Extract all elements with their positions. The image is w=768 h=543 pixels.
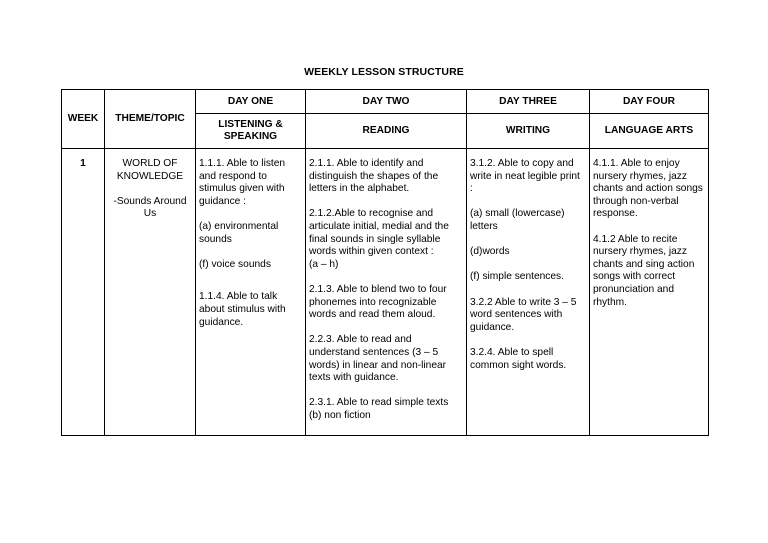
- objective-item: 3.2.4. Able to spell common sight words.: [470, 346, 567, 371]
- header-skill-listening-speaking: [196, 114, 306, 149]
- header-day-four: DAY FOUR: [590, 90, 709, 114]
- week-cell: [62, 149, 105, 436]
- page-title: WEEKLY LESSON STRUCTURE: [304, 66, 464, 78]
- header-day-three: DAY THREE: [467, 90, 590, 114]
- objective-item: 2.2.3. Able to read and understand sentences (3 – 5 words) in linear and non-linear texts with guidance.: [309, 334, 447, 384]
- day-four-cell: [590, 149, 709, 436]
- objective-item: (f) simple sentences.: [470, 271, 564, 283]
- day-three-cell: [467, 149, 590, 436]
- objective-item: 3.2.2 Able to write 3 – 5 word sentences with guidance.: [470, 296, 577, 333]
- header-day-two: DAY TWO: [306, 90, 467, 114]
- objective-item: 4.1.2 Able to recite nursery rhymes, jazz chants and sing action songs with correct pronunciation and rhythm.: [593, 233, 695, 308]
- header-week: WEEK: [62, 90, 105, 149]
- objective-item: (d)words: [470, 246, 510, 258]
- objective-item: (a) environmental sounds: [199, 220, 279, 245]
- header-day-one: DAY ONE: [196, 90, 306, 114]
- lesson-table: [61, 89, 709, 436]
- theme-sub: -Sounds Around Us: [113, 195, 187, 220]
- objective-item: (f) voice sounds: [199, 258, 271, 270]
- objective-item: 2.1.3. Able to blend two to four phonemes into recognizable words and read them aloud.: [309, 283, 447, 321]
- header-skill-reading: READING: [306, 114, 467, 149]
- week-number: 1: [80, 158, 86, 169]
- header-row-days: [62, 90, 709, 114]
- objective-item: 4.1.1. Able to enjoy nursery rhymes, jazz chants and action songs through non-verbal response.: [593, 158, 703, 220]
- theme-cell: [105, 149, 196, 436]
- week-row: [62, 149, 709, 436]
- objective-item: 3.1.2. Able to copy and write in neat legible print :: [470, 158, 580, 195]
- day-one-cell: [196, 149, 306, 436]
- header-skill-language-arts: LANGUAGE ARTS: [590, 114, 709, 149]
- header-skill-writing: WRITING: [467, 114, 590, 149]
- objective-item: 2.1.1. Able to identify and distinguish the shapes of the letters in the alphabet.: [309, 158, 439, 195]
- header-theme: THEME/TOPIC: [105, 90, 196, 149]
- objective-item: 2.3.1. Able to read simple texts (b) non fiction: [309, 397, 449, 421]
- day-two-cell: [306, 149, 467, 436]
- objective-item: (a) small (lowercase) letters: [470, 208, 565, 232]
- objective-item: 1.1.4. Able to talk about stimulus with guidance.: [199, 291, 286, 328]
- objective-item: 2.1.2.Able to recognise and articulate initial, medial and the final sounds in single syllable words within given context : (a – h): [309, 208, 449, 270]
- objective-item: 1.1.1. Able to listen and respond to stimulus given with guidance :: [199, 158, 286, 207]
- theme-main: WORLD OF KNOWLEDGE: [116, 158, 184, 182]
- skill-label-listening: LISTENING & SPEAKING: [218, 119, 283, 142]
